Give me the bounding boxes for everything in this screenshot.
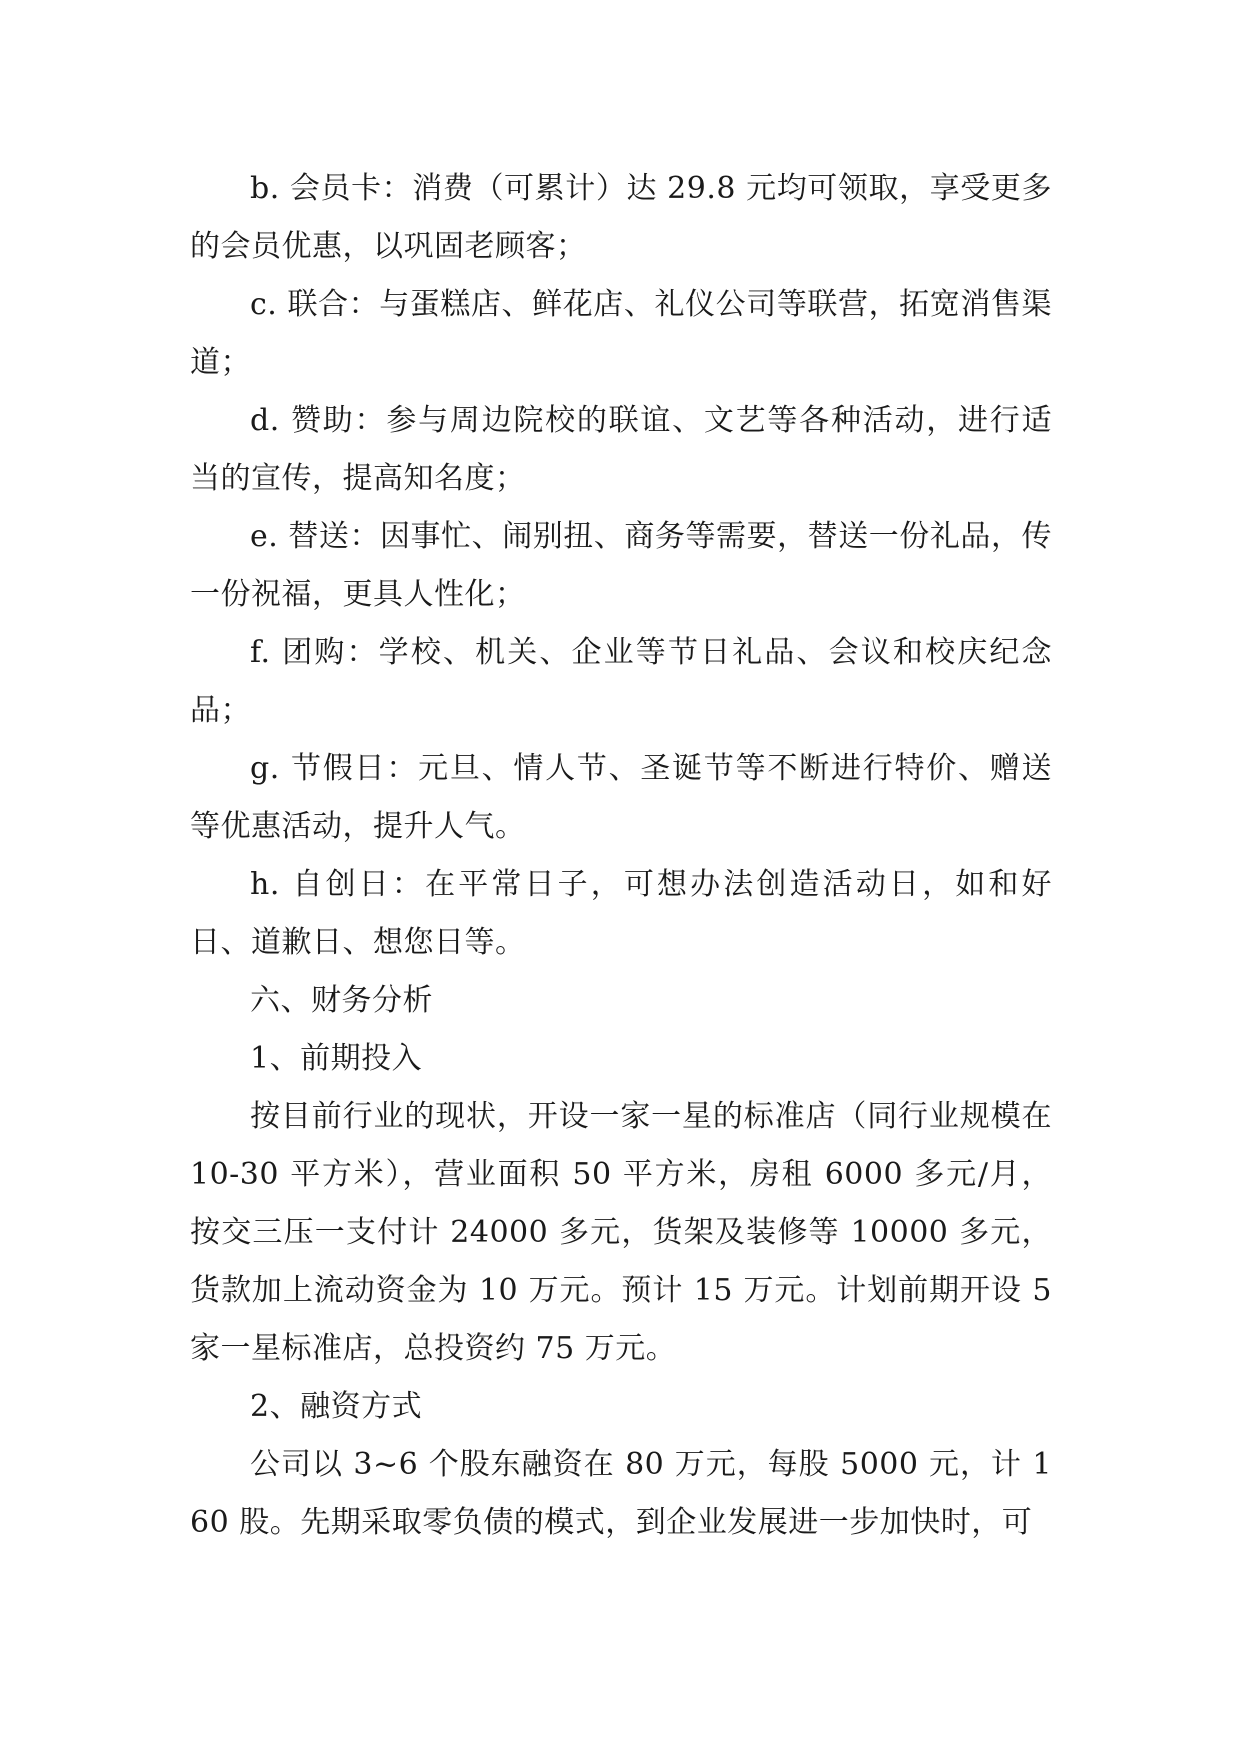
paragraph-group-purchase: f. 团购：学校、机关、企业等节日礼品、会议和校庆纪念品； — [190, 635, 1052, 728]
paragraph-gift-delivery: e. 替送：因事忙、闹别扭、商务等需要，替送一份礼品，传一份祝福，更具人性化； — [190, 519, 1052, 612]
subsection-title-initial-investment: 1、前期投入 — [250, 1041, 423, 1076]
subsection-title-financing: 2、融资方式 — [250, 1389, 423, 1424]
paragraph-holidays: g. 节假日：元旦、情人节、圣诞节等不断进行特价、赠送等优惠活动，提升人气。 — [190, 751, 1052, 844]
paragraph-joint-venture: c. 联合：与蛋糕店、鲜花店、礼仪公司等联营，拓宽消售渠道； — [190, 287, 1052, 380]
paragraph-initial-investment: 按目前行业的现状，开设一家一星的标准店（同行业规模在 10-30 平方米），营业面积 50 平方米，房租 6000 多元/月，按交三压一支付计 24000 多元，货架及装修等 10000 多元，货款加上流动资金为 10 万元。预计 15 万元。计划前期开设 5 家一星标准店，总投资约 75 万元。 — [190, 1099, 1052, 1366]
document-page — [190, 160, 1052, 1552]
paragraph-financing: 公司以 3~6 个股东融资在 80 万元，每股 5000 元，计 160 股。先期采取零负债的模式，到企业发展进一步加快时，可 — [190, 1447, 1052, 1540]
section-title-financial-analysis: 六、财务分析 — [250, 983, 433, 1018]
paragraph-membership-card: b. 会员卡：消费（可累计）达 29.8 元均可领取，享受更多的会员优惠，以巩固老顾客； — [190, 171, 1052, 264]
paragraph-sponsorship: d. 赞助：参与周边院校的联谊、文艺等各种活动，进行适当的宣传，提高知名度； — [190, 403, 1052, 496]
paragraph-custom-days: h. 自创日：在平常日子，可想办法创造活动日，如和好日、道歉日、想您日等。 — [190, 867, 1052, 960]
